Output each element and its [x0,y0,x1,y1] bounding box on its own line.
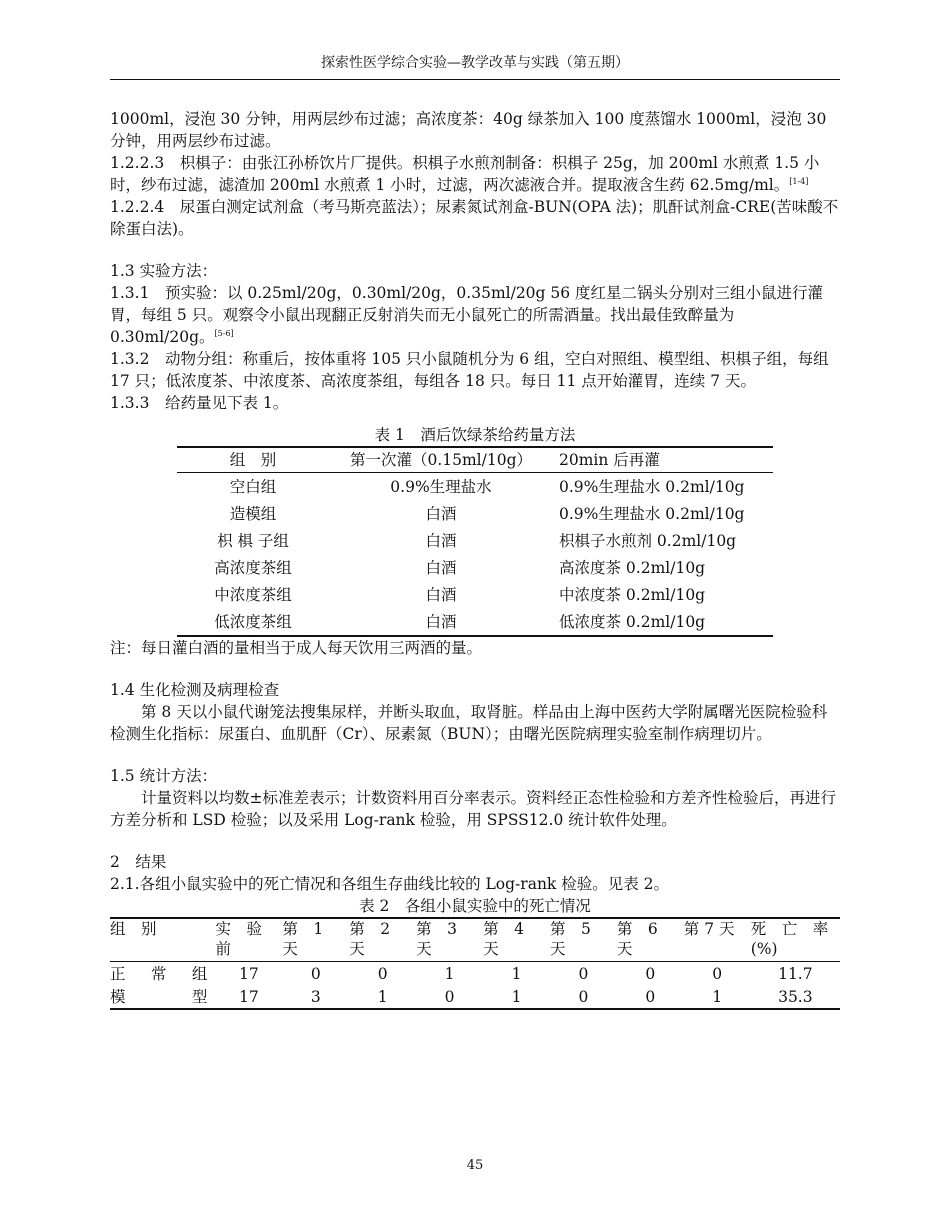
table-cell: 正常组 [110,965,208,983]
paragraph-statistics: 计量资料以均数±标准差表示；计数资料用百分率表示。资料经正态性检验和方差齐性检验后，再进行方差分析和 LSD 检验；以及采用 Log-rank 检验，用 SPSS12.0 统计软件处理。 [110,789,836,829]
table-row [177,473,773,501]
table-row [110,962,840,986]
table-cell: 0 [645,965,656,983]
table-cell: 35.3 [751,985,840,1009]
table-cell: 0 [550,985,617,1009]
table-cell: 1 [684,985,751,1009]
table-row [177,554,773,581]
page-number: 45 [466,1158,484,1173]
table-header-cell: 第 5 天 [550,918,617,962]
table-header-cell: 第 2 天 [349,918,416,962]
table-cell: 白酒 [425,504,457,523]
section-heading-statistics: 1.5 统计方法： [110,767,218,785]
table-cell: 0.9%生理盐水 0.2ml/10g [559,504,745,523]
table-cell: 1 [444,965,455,983]
table-cell: 0.9%生理盐水 0.2ml/10g [559,477,745,496]
paragraph-results-intro: 2.1.各组小鼠实验中的死亡情况和各组生存曲线比较的 Log-rank 检验。见表 2。 [110,875,670,893]
paragraph-text: 1.3.1 预实验：以 0.25ml/20g，0.30ml/20g，0.35ml/20g 56 度红星二锅头分别对三组小鼠进行灌胃，每组 5 只。观察令小鼠出现翻正反射消失而无小鼠死亡的所需酒量。找出最佳致醉量为 0.30ml/20g。 [110,284,824,346]
table-header-row [177,447,773,473]
citation-ref: [5-6] [214,329,234,338]
table-row [177,527,773,554]
table-cell: 0 [578,965,589,983]
table-cell: 0 [377,965,388,983]
table-cell: 白酒 [425,531,457,550]
table-cell: 高浓度茶 0.2ml/10g [559,558,706,577]
table-header-cell: 第 3 天 [416,918,483,962]
table-row [110,985,840,1009]
section-heading-methods: 1.3 实验方法： [110,262,218,280]
paragraph-pre-experiment [110,282,840,348]
citation-ref: [1-4] [789,177,809,186]
table-header-cell: 死 亡 率 (%) [751,918,840,962]
table-header-cell: 第 1 天 [282,918,349,962]
table-header-cell: 实 验 前 [215,918,282,962]
table-cell: 1 [511,965,522,983]
table-cell: 枳 椇 子组 [217,531,289,550]
table-cell: 1 [349,985,416,1009]
table1-dosage [177,446,773,637]
table-cell: 3 [282,985,349,1009]
table-row [177,608,773,636]
table-cell: 模型 [110,985,215,1009]
table-cell: 白酒 [425,558,457,577]
table-cell: 枳椇子水煎剂 0.2ml/10g [559,531,737,550]
table-row [177,581,773,608]
table-header-cell: 第一次灌（0.15ml/10g） [329,447,553,473]
table-cell: 中浓度茶 0.2ml/10g [559,585,706,604]
paragraph-grouping: 1.3.2 动物分组：称重后，按体重将 105 只小鼠随机分为 6 组，空白对照组、模型组、枳椇子组，每组 17 只；低浓度茶、中浓度茶、高浓度茶组，每组各 18 只。每日 11 点开始灌胃，连续 7 天。 [110,350,829,390]
table-cell: 低浓度茶 0.2ml/10g [553,608,773,636]
table-cell: 空白组 [229,477,277,496]
table1-note: 注：每日灌白酒的量相当于成人每天饮用三两酒的量。 [110,639,483,657]
table-header-cell: 第 4 天 [483,918,550,962]
table-cell: 高浓度茶组 [214,558,292,577]
table-cell: 白酒 [329,608,553,636]
table-cell: 低浓度茶组 [177,608,329,636]
table-cell: 造模组 [229,504,277,523]
section-heading-biochem: 1.4 生化检测及病理检查 [110,681,280,699]
table-cell: 0 [416,985,483,1009]
table-header-cell: 第 6 天 [617,918,684,962]
table-header-cell: 组 别 [110,918,215,962]
table-row [177,500,773,527]
table-header-cell: 20min 后再灌 [553,447,773,473]
paragraph-hovenia-prep [110,152,840,196]
table-cell: 1 [483,985,550,1009]
table-cell: 中浓度茶组 [214,585,292,604]
table-cell: 0 [310,965,321,983]
table-cell: 17 [215,985,282,1009]
table2-mortality [110,917,840,1010]
section-heading-results: 2 结果 [110,853,167,871]
running-header: 探索性医学综合实验—教学改革与实践（第五期） [110,52,840,80]
table2-caption: 表 2 各组小鼠实验中的死亡情况 [359,897,591,915]
table-cell: 0.9%生理盐水 [390,477,492,496]
table-header-cell: 组 别 [177,447,329,473]
table-cell: 0 [617,985,684,1009]
table-cell: 11.7 [778,965,813,983]
table1-caption: 表 1 酒后饮绿茶给药量方法 [374,426,576,444]
paragraph-biochem: 第 8 天以小鼠代谢笼法搜集尿样，并断头取血，取肾脏。样品由上海中医药大学附属曙光医院检验科检测生化指标：尿蛋白、血肌酐（Cr）、尿素氮（BUN）；由曙光医院病理实验室制作病理切片。 [110,703,828,743]
table-cell: 17 [239,965,259,983]
paragraph-dosage-intro: 1.3.3 给药量见下表 1。 [110,394,289,412]
paragraph-reagent-kits: 1.2.2.4 尿蛋白测定试剂盒（考马斯亮蓝法）；尿素氮试剂盒-BUN(OPA 法)；肌酐试剂盒-CRE(苦味酸不除蛋白法)。 [110,198,839,238]
article-body [110,108,840,1010]
paragraph-tea-prep: 1000ml，浸泡 30 分钟，用两层纱布过滤；高浓度茶：40g 绿茶加入 100 度蒸馏水 1000ml，浸泡 30 分钟，用两层纱布过滤。 [110,110,827,150]
table-cell: 白酒 [425,585,457,604]
table-header-row [110,918,840,962]
paragraph-text: 1.2.2.3 枳椇子：由张江孙桥饮片厂提供。枳椇子水煎剂制备：枳椇子 25g，加 200ml 水煎煮 1.5 小时，纱布过滤，滤渣加 200ml 水煎煮 1 小时，过滤，两次滤液合并。提取液含生药 62.5mg/ml。 [110,154,820,194]
table-header-cell: 第 7 天 [684,918,751,962]
table-cell: 0 [712,965,723,983]
